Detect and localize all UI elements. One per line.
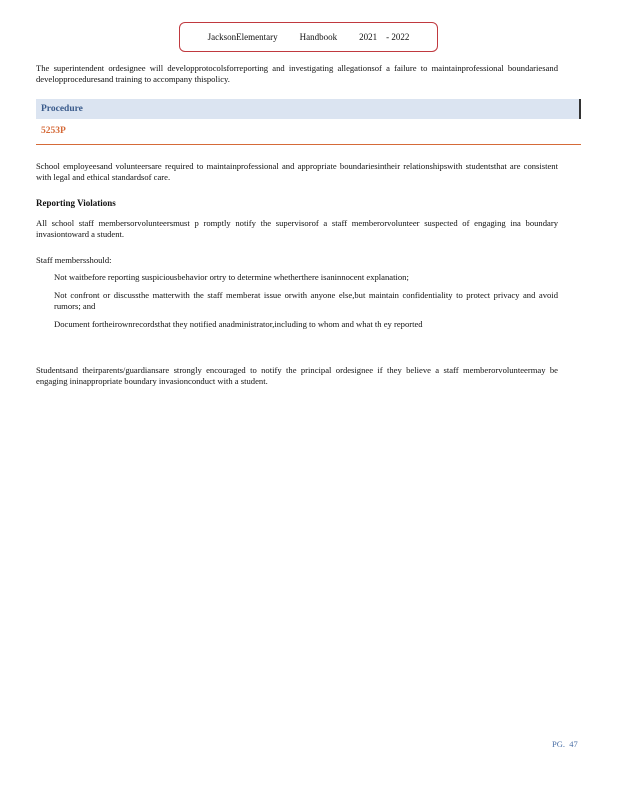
reporting-violations-heading: Reporting Violations: [36, 198, 116, 208]
staff-duties-list: [36, 272, 558, 337]
list-item-text: Not confront or discussthe matterwith the staff memberat issue orwith anyone else,but maintain confidentiality to protect privacy and avoid rumors; and: [54, 290, 558, 311]
staff-should-label: Staff membersshould:: [36, 255, 112, 265]
document-header: [179, 22, 438, 52]
list-item-text: Not waitbefore reporting suspiciousbehavior ortry to determine whetherthere isaninnocent explanation;: [54, 272, 409, 282]
list-item-text: Document fortheirownrecordsthat they notified anadministrator,including to whom and what th ey reported: [54, 319, 423, 329]
header-title: Handbook: [299, 32, 338, 42]
section-heading-bar: [36, 99, 581, 119]
header-school: JacksonElementary: [207, 32, 278, 42]
header-year-start: 2021: [359, 32, 378, 42]
page-value: 47: [569, 739, 578, 749]
students-parents-paragraph: Studentsand theirparents/guardiansare strongly encouraged to notify the principal ordesignee if they believe a staff memberorvolunteermay be engaging ininappropriate boundary invasionconduct with a student.: [36, 365, 558, 386]
list-item: [36, 319, 558, 330]
header-year-end: - 2022: [386, 32, 410, 42]
section-title: Procedure: [41, 104, 83, 114]
notify-supervisor-paragraph: All school staff membersorvolunteersmust p romptly notify the supervisorof a staff memberorvolunteer suspected of engaging ina boundary invasiontoward a student.: [36, 218, 558, 239]
page-number: [552, 739, 578, 749]
page-label: PG.: [552, 739, 565, 749]
list-item: [36, 290, 558, 312]
policy-number: 5253P: [36, 126, 581, 145]
intro-paragraph: The superintendent ordesignee will developprotocolsforreporting and investigating allegationsof a failure to maintainprofessional boundariesand developproceduresand training to accompany thispolicy.: [36, 63, 558, 84]
list-item: [36, 272, 558, 283]
header-year-range: [359, 32, 409, 42]
boundaries-paragraph: School employeesand volunteersare required to maintainprofessional and appropriate boundariesintheir relationshipswith studentsthat are consistent with legal and ethical standardsof care.: [36, 161, 558, 182]
